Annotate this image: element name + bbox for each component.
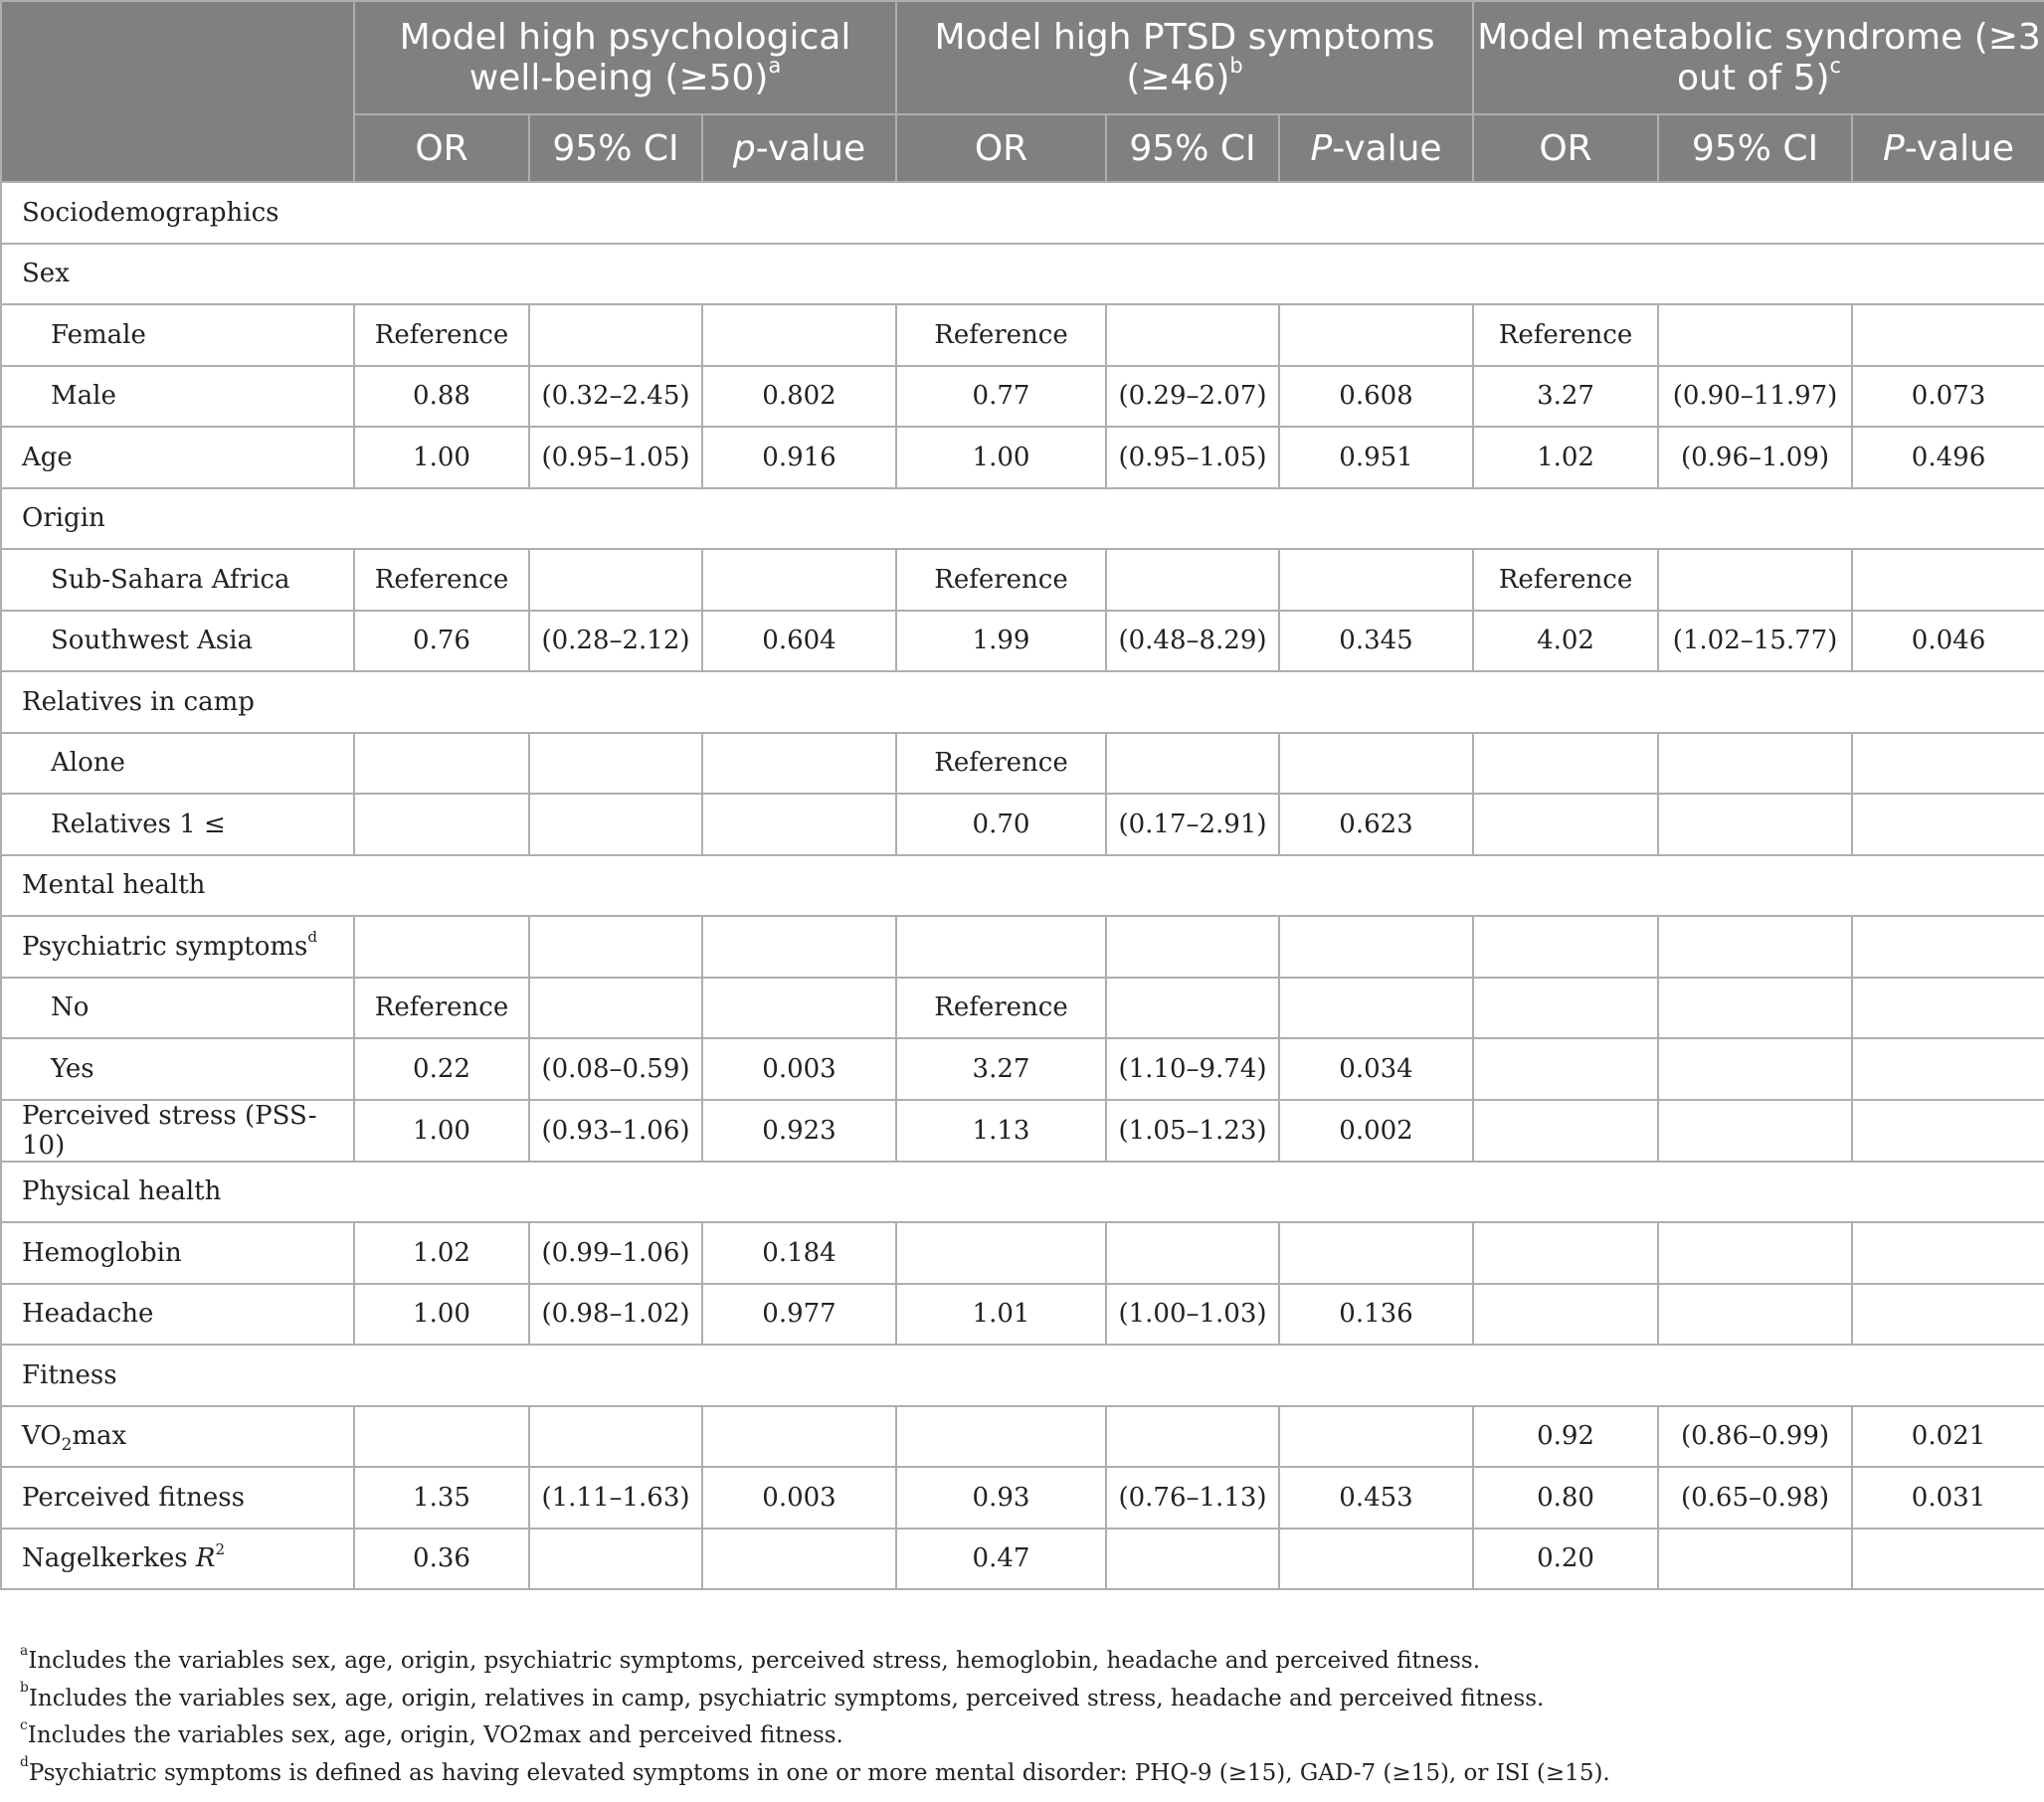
col-ci: 95% CI bbox=[529, 114, 702, 182]
cell bbox=[1852, 794, 2044, 855]
cell bbox=[1106, 549, 1279, 611]
cell bbox=[529, 1529, 702, 1590]
cell bbox=[702, 549, 896, 611]
row-label: Perceived stress (PSS-10) bbox=[1, 1100, 354, 1162]
cell: (0.86–0.99) bbox=[1658, 1406, 1852, 1468]
table-row bbox=[1, 978, 2044, 1039]
table-header bbox=[1, 1, 2044, 182]
cell bbox=[1106, 978, 1279, 1039]
cell: Reference bbox=[354, 978, 529, 1039]
cell: 0.184 bbox=[702, 1222, 896, 1284]
cell: 0.136 bbox=[1279, 1284, 1473, 1346]
cell bbox=[1658, 1284, 1852, 1346]
cell bbox=[1658, 1529, 1852, 1590]
cell: Reference bbox=[896, 304, 1106, 366]
cell: 0.76 bbox=[354, 611, 529, 672]
cell: 0.20 bbox=[1473, 1529, 1658, 1590]
cell bbox=[1473, 1284, 1658, 1346]
section-label: Fitness bbox=[1, 1345, 2044, 1406]
table-row bbox=[1, 304, 2044, 366]
cell: (0.95–1.05) bbox=[1106, 427, 1279, 488]
cell: (0.32–2.45) bbox=[529, 366, 702, 428]
row-label: Hemoglobin bbox=[1, 1222, 354, 1284]
section-row bbox=[1, 1162, 2044, 1223]
cell: (0.76–1.13) bbox=[1106, 1467, 1279, 1529]
section-label: Mental health bbox=[1, 855, 2044, 917]
cell: (1.11–1.63) bbox=[529, 1467, 702, 1529]
cell: 0.951 bbox=[1279, 427, 1473, 488]
cell bbox=[529, 794, 702, 855]
cell bbox=[1658, 1222, 1852, 1284]
cell bbox=[1658, 549, 1852, 611]
section-label: Origin bbox=[1, 488, 2044, 550]
row-label: Southwest Asia bbox=[1, 611, 354, 672]
cell bbox=[1852, 733, 2044, 795]
cell: (0.28–2.12) bbox=[529, 611, 702, 672]
cell bbox=[1279, 304, 1473, 366]
section-row bbox=[1, 855, 2044, 917]
footnote-b: $^b$Includes the variables sex, age, origin, relatives in camp, psychiatric symptoms, perceived stress, headache and perceived fitness. bbox=[20, 1680, 1545, 1712]
cell: 1.00 bbox=[354, 1284, 529, 1346]
cell bbox=[1658, 304, 1852, 366]
cell bbox=[702, 733, 896, 795]
row-label: Psychiatric symptoms$^d$ bbox=[1, 916, 354, 978]
cell: 1.13 bbox=[896, 1100, 1106, 1162]
section-row bbox=[1, 671, 2044, 733]
cell bbox=[1852, 1222, 2044, 1284]
cell bbox=[1279, 916, 1473, 978]
col-or: OR bbox=[896, 114, 1106, 182]
cell: 0.36 bbox=[354, 1529, 529, 1590]
cell: 0.453 bbox=[1279, 1467, 1473, 1529]
section-label: Relatives in camp bbox=[1, 671, 2044, 733]
header-model-wellbeing: Model high psychological well-being (≥50)$^a$ bbox=[354, 1, 896, 114]
cell bbox=[1106, 304, 1279, 366]
cell: 0.916 bbox=[702, 427, 896, 488]
cell: 0.802 bbox=[702, 366, 896, 428]
cell: 0.002 bbox=[1279, 1100, 1473, 1162]
cell: 0.003 bbox=[702, 1038, 896, 1100]
cell bbox=[1852, 1038, 2044, 1100]
cell: 0.88 bbox=[354, 366, 529, 428]
footnote-c: $^c$Includes the variables sex, age, origin, VO2max and perceived fitness. bbox=[20, 1716, 843, 1748]
cell: (1.10–9.74) bbox=[1106, 1038, 1279, 1100]
cell: 0.92 bbox=[1473, 1406, 1658, 1468]
cell bbox=[1279, 1529, 1473, 1590]
col-p-value: P-value bbox=[1279, 114, 1473, 182]
row-label: $VO_2\max$ bbox=[1, 1406, 354, 1468]
row-label: Perceived fitness bbox=[1, 1467, 354, 1529]
cell: 0.034 bbox=[1279, 1038, 1473, 1100]
footnotes bbox=[20, 1643, 2024, 1792]
cell bbox=[702, 794, 896, 855]
cell: 1.99 bbox=[896, 611, 1106, 672]
cell: 1.00 bbox=[896, 427, 1106, 488]
cell: 0.22 bbox=[354, 1038, 529, 1100]
cell bbox=[1106, 1529, 1279, 1590]
cell: (0.65–0.98) bbox=[1658, 1467, 1852, 1529]
cell bbox=[1473, 1222, 1658, 1284]
cell bbox=[354, 1406, 529, 1468]
cell: Reference bbox=[896, 978, 1106, 1039]
cell: 0.80 bbox=[1473, 1467, 1658, 1529]
cell: 1.02 bbox=[1473, 427, 1658, 488]
cell: (0.90–11.97) bbox=[1658, 366, 1852, 428]
cell bbox=[354, 733, 529, 795]
cell: 0.031 bbox=[1852, 1467, 2044, 1529]
cell: 0.608 bbox=[1279, 366, 1473, 428]
cell: Reference bbox=[896, 549, 1106, 611]
footnote-d: $^d$Psychiatric symptoms is defined as having elevated symptoms in one or more mental disorder: PHQ-9 (≥15), GAD-7 (≥15), or ISI (≥15). bbox=[20, 1754, 1610, 1786]
cell bbox=[1852, 304, 2044, 366]
cell bbox=[1658, 916, 1852, 978]
header-model-metabolic: Model metabolic syndrome (≥3 out of 5)$^c$ bbox=[1473, 1, 2044, 114]
cell: 0.623 bbox=[1279, 794, 1473, 855]
table-row bbox=[1, 916, 2044, 978]
cell bbox=[1658, 1038, 1852, 1100]
cell bbox=[1658, 1100, 1852, 1162]
cell bbox=[1473, 916, 1658, 978]
cell bbox=[529, 916, 702, 978]
cell: 0.345 bbox=[1279, 611, 1473, 672]
section-row bbox=[1, 244, 2044, 305]
cell: Reference bbox=[354, 304, 529, 366]
cell bbox=[529, 549, 702, 611]
header-corner bbox=[1, 1, 354, 182]
cell: 4.02 bbox=[1473, 611, 1658, 672]
cell bbox=[1852, 1100, 2044, 1162]
cell bbox=[354, 794, 529, 855]
cell bbox=[1279, 549, 1473, 611]
table-row bbox=[1, 427, 2044, 488]
cell bbox=[1852, 916, 2044, 978]
row-label: Female bbox=[1, 304, 354, 366]
cell bbox=[1473, 733, 1658, 795]
section-row bbox=[1, 488, 2044, 550]
row-label: Yes bbox=[1, 1038, 354, 1100]
table-body bbox=[1, 182, 2044, 1589]
cell: 1.02 bbox=[354, 1222, 529, 1284]
cell bbox=[1473, 794, 1658, 855]
row-label: Sub-Sahara Africa bbox=[1, 549, 354, 611]
cell bbox=[529, 1406, 702, 1468]
cell: (1.05–1.23) bbox=[1106, 1100, 1279, 1162]
cell bbox=[1106, 1222, 1279, 1284]
table-row bbox=[1, 1406, 2044, 1468]
cell bbox=[529, 733, 702, 795]
section-label: Physical health bbox=[1, 1162, 2044, 1223]
cell bbox=[1473, 1038, 1658, 1100]
cell: (0.17–2.91) bbox=[1106, 794, 1279, 855]
cell bbox=[1852, 978, 2044, 1039]
row-label: Male bbox=[1, 366, 354, 428]
cell: (0.48–8.29) bbox=[1106, 611, 1279, 672]
table-row bbox=[1, 366, 2044, 428]
section-label: Sociodemographics bbox=[1, 182, 2044, 244]
cell: 0.021 bbox=[1852, 1406, 2044, 1468]
table-row bbox=[1, 549, 2044, 611]
cell bbox=[702, 304, 896, 366]
section-label: Sex bbox=[1, 244, 2044, 305]
table-row bbox=[1, 1038, 2044, 1100]
cell: 1.00 bbox=[354, 1100, 529, 1162]
cell: 1.35 bbox=[354, 1467, 529, 1529]
table-row bbox=[1, 794, 2044, 855]
cell bbox=[896, 1406, 1106, 1468]
cell bbox=[702, 1406, 896, 1468]
cell bbox=[1852, 1284, 2044, 1346]
table-row bbox=[1, 1529, 2044, 1590]
cell bbox=[1279, 1406, 1473, 1468]
cell: (0.29–2.07) bbox=[1106, 366, 1279, 428]
header-model-ptsd: Model high PTSD symptoms (≥46)$^b$ bbox=[896, 1, 1473, 114]
section-row bbox=[1, 1345, 2044, 1406]
table-row bbox=[1, 611, 2044, 672]
cell bbox=[1279, 733, 1473, 795]
cell: 3.27 bbox=[1473, 366, 1658, 428]
cell: 0.046 bbox=[1852, 611, 2044, 672]
cell: 0.923 bbox=[702, 1100, 896, 1162]
cell: Reference bbox=[1473, 304, 1658, 366]
cell bbox=[1106, 733, 1279, 795]
row-label: Relatives 1 ≤ bbox=[1, 794, 354, 855]
table-row bbox=[1, 1100, 2044, 1162]
cell: 0.47 bbox=[896, 1529, 1106, 1590]
col-ci: 95% CI bbox=[1658, 114, 1852, 182]
cell: (0.93–1.06) bbox=[529, 1100, 702, 1162]
cell: Reference bbox=[1473, 549, 1658, 611]
cell: 0.604 bbox=[702, 611, 896, 672]
col-or: OR bbox=[1473, 114, 1658, 182]
table-row bbox=[1, 1222, 2044, 1284]
table-row bbox=[1, 1284, 2044, 1346]
col-p-value: p-value bbox=[702, 114, 896, 182]
cell bbox=[529, 978, 702, 1039]
cell bbox=[1852, 1529, 2044, 1590]
cell bbox=[1658, 794, 1852, 855]
cell bbox=[1658, 978, 1852, 1039]
cell bbox=[702, 978, 896, 1039]
table-row bbox=[1, 733, 2044, 795]
table-row bbox=[1, 1467, 2044, 1529]
cell: 0.003 bbox=[702, 1467, 896, 1529]
cell: 0.073 bbox=[1852, 366, 2044, 428]
cell bbox=[1473, 1100, 1658, 1162]
cell: (0.96–1.09) bbox=[1658, 427, 1852, 488]
cell: (0.98–1.02) bbox=[529, 1284, 702, 1346]
row-label: Nagelkerkes $R^2$ bbox=[1, 1529, 354, 1590]
cell: (0.08–0.59) bbox=[529, 1038, 702, 1100]
row-label: Age bbox=[1, 427, 354, 488]
row-label: Headache bbox=[1, 1284, 354, 1346]
cell bbox=[896, 916, 1106, 978]
col-or: OR bbox=[354, 114, 529, 182]
cell bbox=[702, 1529, 896, 1590]
cell bbox=[354, 916, 529, 978]
cell: 0.77 bbox=[896, 366, 1106, 428]
cell bbox=[1473, 978, 1658, 1039]
cell bbox=[1658, 733, 1852, 795]
cell: (1.00–1.03) bbox=[1106, 1284, 1279, 1346]
footnote-a: $^a$Includes the variables sex, age, origin, psychiatric symptoms, perceived stress, hemoglobin, headache and perceived fitness. bbox=[20, 1642, 1481, 1674]
row-label: Alone bbox=[1, 733, 354, 795]
cell bbox=[1279, 1222, 1473, 1284]
cell: 0.977 bbox=[702, 1284, 896, 1346]
cell bbox=[529, 304, 702, 366]
cell: Reference bbox=[354, 549, 529, 611]
cell bbox=[1852, 549, 2044, 611]
cell bbox=[1106, 916, 1279, 978]
col-ci: 95% CI bbox=[1106, 114, 1279, 182]
cell: (1.02–15.77) bbox=[1658, 611, 1852, 672]
cell: (0.95–1.05) bbox=[529, 427, 702, 488]
section-row bbox=[1, 182, 2044, 244]
cell: 0.496 bbox=[1852, 427, 2044, 488]
cell: 1.01 bbox=[896, 1284, 1106, 1346]
row-label: No bbox=[1, 978, 354, 1039]
cell: (0.99–1.06) bbox=[529, 1222, 702, 1284]
cell bbox=[1279, 978, 1473, 1039]
cell: 0.70 bbox=[896, 794, 1106, 855]
cell: 0.93 bbox=[896, 1467, 1106, 1529]
cell: 1.00 bbox=[354, 427, 529, 488]
cell: 3.27 bbox=[896, 1038, 1106, 1100]
cell bbox=[702, 916, 896, 978]
cell bbox=[1106, 1406, 1279, 1468]
cell bbox=[896, 1222, 1106, 1284]
col-p-value: P-value bbox=[1852, 114, 2044, 182]
cell: Reference bbox=[896, 733, 1106, 795]
